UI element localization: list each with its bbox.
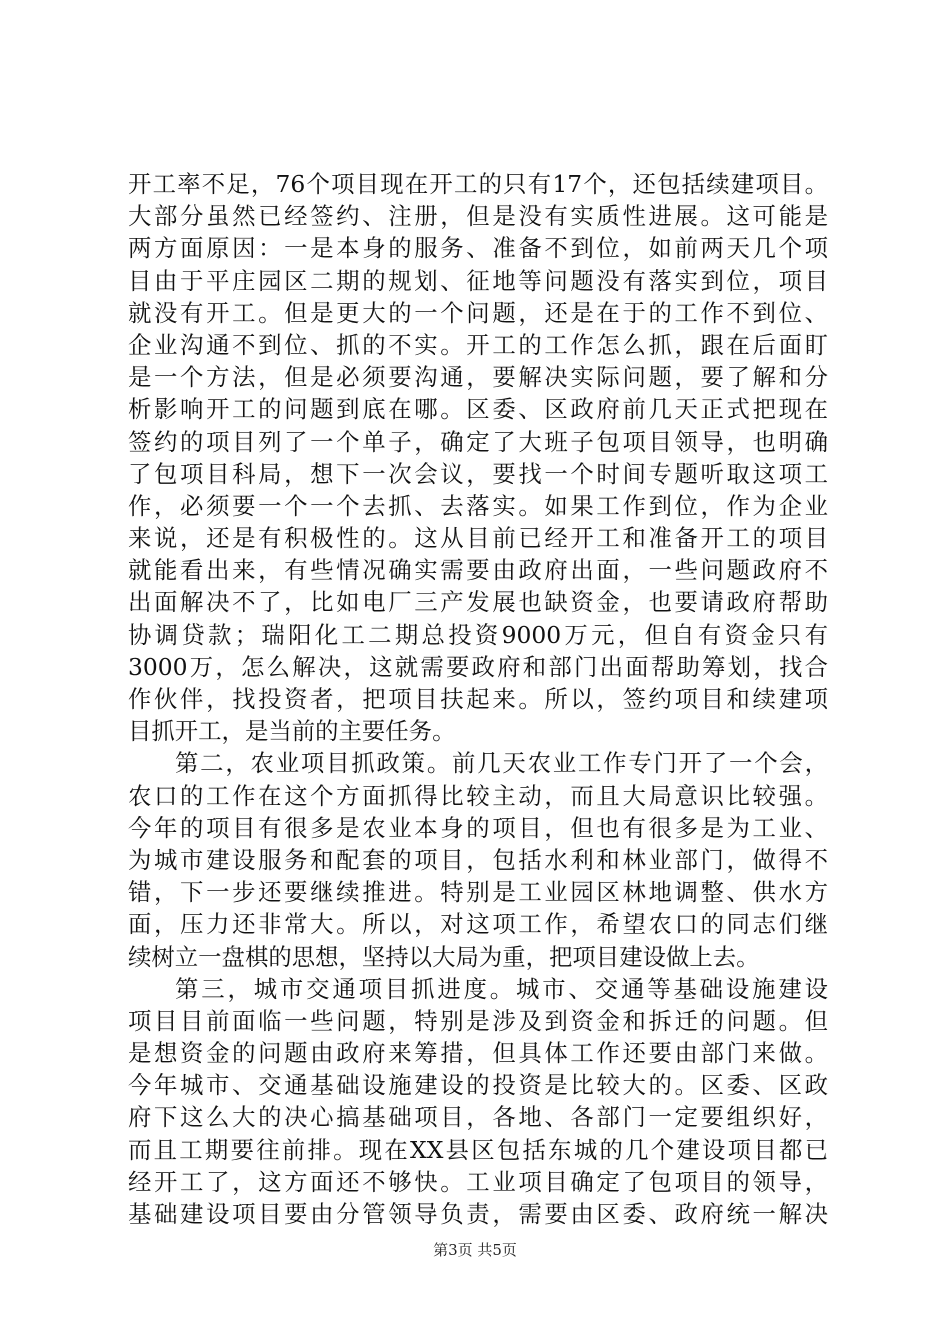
text-line: 农口的工作在这个方面抓得比较主动，而且大局意识比较强。 (128, 781, 828, 810)
text-line: 签约的项目列了一个单子，确定了大班子包项目领导，也明确 (128, 427, 828, 456)
text-line: 今年城市、交通基础设施建设的投资是比较大的。区委、区政 (128, 1071, 828, 1100)
text-line: 面，压力还非常大。所以，对这项工作，希望农口的同志们继 (128, 910, 828, 939)
text-line: 是想资金的问题由政府来筹措，但具体工作还要由部门来做。 (128, 1039, 828, 1068)
text-line: 协调贷款；瑞阳化工二期总投资9000万元，但自有资金只有 (128, 620, 828, 649)
text-line: 续树立一盘棋的思想，坚持以大局为重，把项目建设做上去。 (128, 942, 760, 971)
text-line: 作伙伴，找投资者，把项目扶起来。所以，签约项目和续建项 (128, 685, 828, 713)
text-line: 基础建设项目要由分管领导负责，需要由区委、政府统一解决 (128, 1200, 828, 1228)
paragraph-first-line: 第二，农业项目抓政策。前几天农业工作专门开了一个会， (175, 749, 828, 778)
text-line: 错，下一步还要继续推进。特别是工业园区林地调整、供水方 (128, 878, 828, 907)
text-line: 3000万，怎么解决，这就需要政府和部门出面帮助筹划，找合 (128, 652, 828, 681)
text-line: 就能看出来，有些情况确实需要由政府出面，一些问题政府不 (128, 556, 828, 585)
page-number-footer: 第3页 共5页 (433, 1241, 517, 1259)
paragraph-first-line: 第三，城市交通项目抓进度。城市、交通等基础设施建设 (175, 974, 828, 1003)
text-line: 作，必须要一个一个去抓、去落实。如果工作到位，作为企业 (128, 491, 828, 520)
text-line: 大部分虽然已经签约、注册，但是没有实质性进展。这可能是 (128, 202, 828, 231)
text-line: 目抓开工，是当前的主要任务。 (128, 717, 456, 746)
text-line: 项目目前面临一些问题，特别是涉及到资金和拆迁的问题。但 (128, 1006, 828, 1035)
text-line: 是一个方法，但是必须要沟通，要解决实际问题，要了解和分 (128, 363, 828, 392)
text-line: 而且工期要往前排。现在XX县区包括东城的几个建设项目都已 (128, 1135, 828, 1164)
text-line: 目由于平庄园区二期的规划、征地等问题没有落实到位，项目 (128, 266, 828, 295)
body-text (128, 168, 828, 1230)
text-line: 析影响开工的问题到底在哪。区委、区政府前几天正式把现在 (128, 395, 828, 424)
text-line: 出面解决不了，比如电厂三产发展也缺资金，也要请政府帮助 (128, 588, 828, 617)
text-line: 开工率不足，76个项目现在开工的只有17个，还包括续建项目。 (128, 170, 828, 198)
text-line: 了包项目科局，想下一次会议，要找一个时间专题听取这项工 (128, 459, 828, 488)
text-line: 两方面原因：一是本身的服务、准备不到位，如前两天几个项 (128, 234, 828, 263)
text-line: 府下这么大的决心搞基础项目，各地、各部门一定要组织好， (128, 1103, 828, 1132)
text-line: 就没有开工。但是更大的一个问题，还是在于的工作不到位、 (128, 298, 828, 327)
text-line: 为城市建设服务和配套的项目，包括水利和林业部门，做得不 (128, 845, 828, 874)
text-line: 来说，还是有积极性的。这从目前已经开工和准备开工的项目 (128, 524, 828, 553)
text-line: 经开工了，这方面还不够快。工业项目确定了包项目的领导， (128, 1167, 828, 1196)
text-line: 企业沟通不到位、抓的不实。开工的工作怎么抓，跟在后面盯 (128, 330, 828, 359)
text-line: 今年的项目有很多是农业本身的项目，但也有很多是为工业、 (128, 813, 828, 842)
